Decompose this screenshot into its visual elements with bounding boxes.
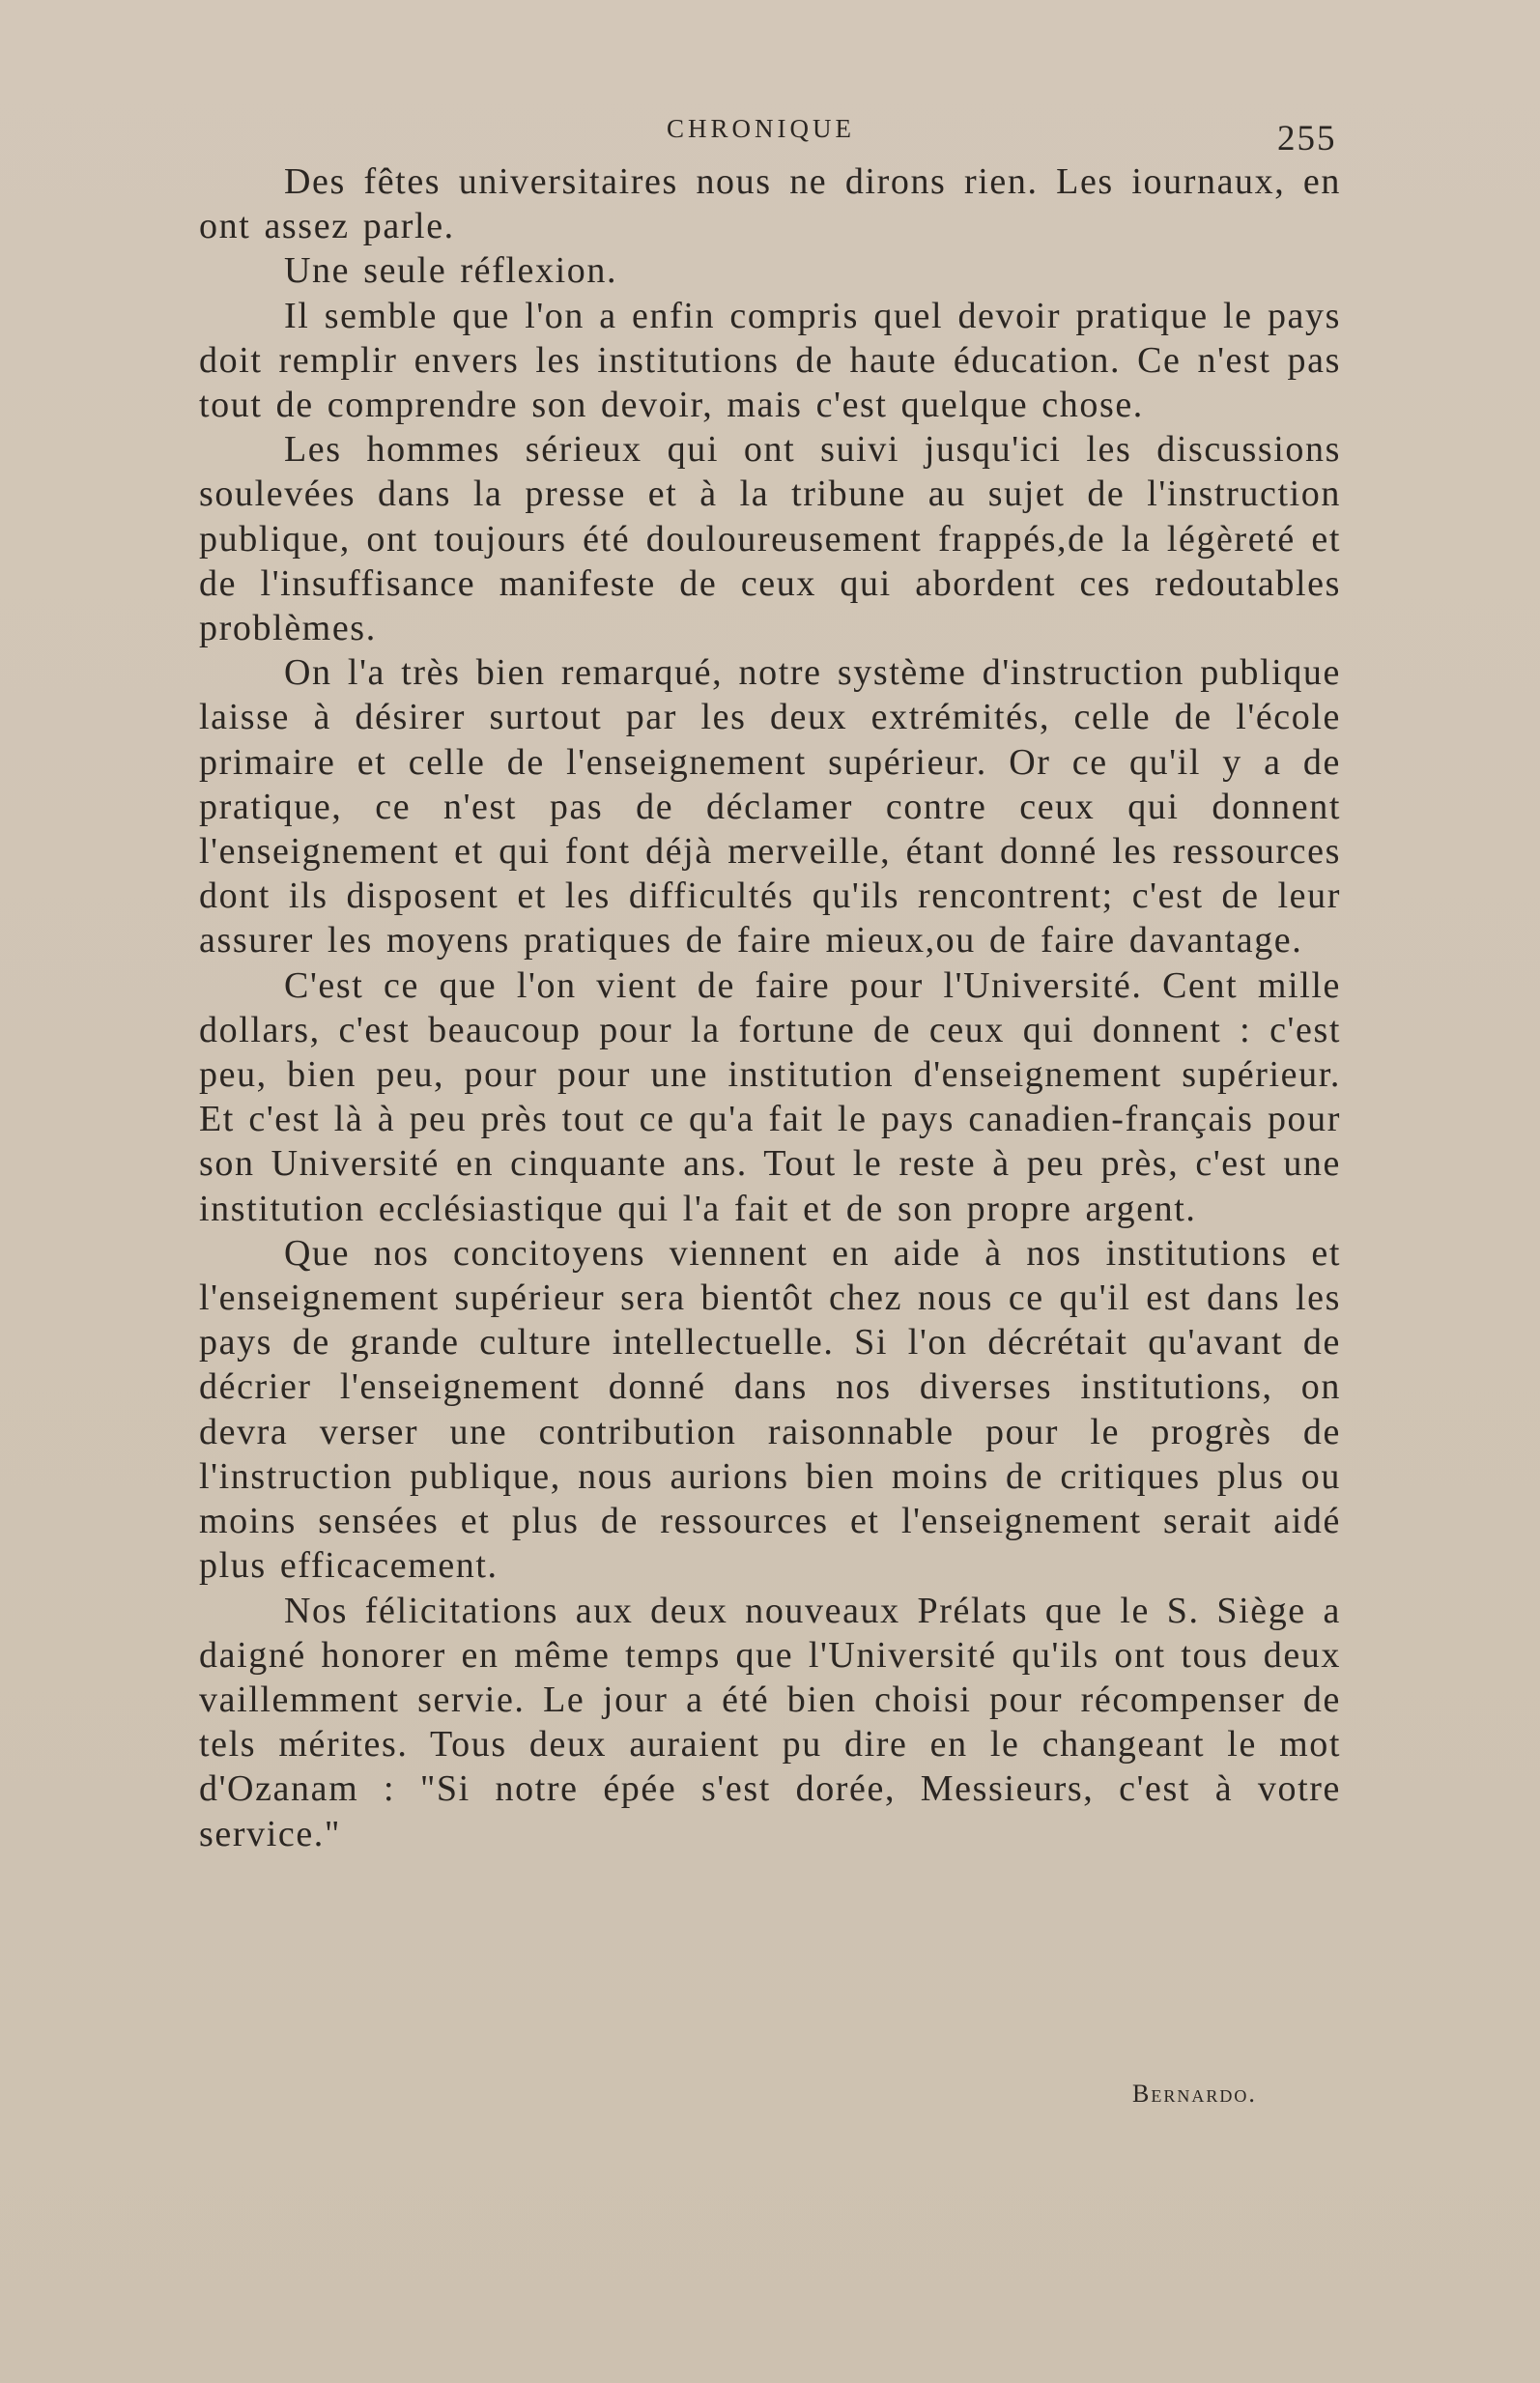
running-head: CHRONIQUE <box>667 114 855 143</box>
page-number: 255 <box>1277 119 1337 158</box>
paragraph-2: Une seule réflexion. <box>284 250 618 292</box>
paragraph-7: Que nos concitoyens viennent en aide à nos institutions et l'enseignement supérieur sera bientôt chez nous ce qu'il est dans les pays de grande culture intellectuelle. Si l'on décrétait qu'avant de décrier l'enseignement donné dans nos diverses institutions, on devra verser une contribution raisonnable pour le progrès de l'instruction publique, nous aurions bien moins de critiques plus ou moins sensées et plus de ressources et l'enseignement serait aidé plus efficacement. <box>199 1232 1341 1587</box>
paragraph-6: C'est ce que l'on vient de faire pour l'Université. Cent mille dollars, c'est beaucoup pour la fortune de ceux qui donnent : c'est peu, bien peu, pour pour une institution d'enseignement supérieur. Et c'est là à peu près tout ce qu'a fait le pays canadien-français pour son Université en cinquante ans. Tout le reste à peu près, c'est une institution ecclésiastique qui l'a fait et de son propre argent. <box>199 964 1341 1229</box>
paragraph-3: Il semble que l'on a enfin compris quel devoir pratique le pays doit remplir envers les institutions de haute éducation. Ce n'est pas tout de comprendre son devoir, mais c'est quelque chose. <box>199 295 1341 426</box>
paragraph-4: Les hommes sérieux qui ont suivi jusqu'ici les discussions soulevées dans la presse et à la tribune au sujet de l'instruction publique, ont toujours été douloureusement frappés,de la légèreté et de l'insuffisance manifeste de ceux qui abordent ces redoutables problèmes. <box>199 429 1341 649</box>
page-header <box>0 108 1540 157</box>
chronicle-body <box>199 159 1341 1856</box>
paragraph-1: Des fêtes universitaires nous ne dirons rien. Les iournaux, en ont assez parle. <box>199 161 1341 247</box>
paragraph-5: On l'a très bien remarqué, notre système d'instruction publique laisse à désirer surtout par les deux extrémités, celle de l'école primaire et celle de l'enseignement supérieur. Or ce qu'il y a de pratique, ce n'est pas de déclamer contre ceux qui donnent l'enseignement et qui font déjà merveille, étant donné les ressources dont ils disposent et les difficultés qu'ils rencontrent; c'est de leur assurer les moyens pratiques de faire mieux,ou de faire davantage. <box>199 652 1341 962</box>
paragraph-8: Nos félicitations aux deux nouveaux Prélats que le S. Siège a daigné honorer en même temps que l'Université qu'ils ont tous deux vaillemment servie. Le jour a été bien choisi pour récompenser de tels mérites. Tous deux auraient pu dire en le changeant le mot d'Ozanam : "Si notre épée s'est dorée, Messieurs, c'est à votre service." <box>199 1590 1341 1854</box>
author-signature: Bernardo. <box>1132 2080 1257 2108</box>
